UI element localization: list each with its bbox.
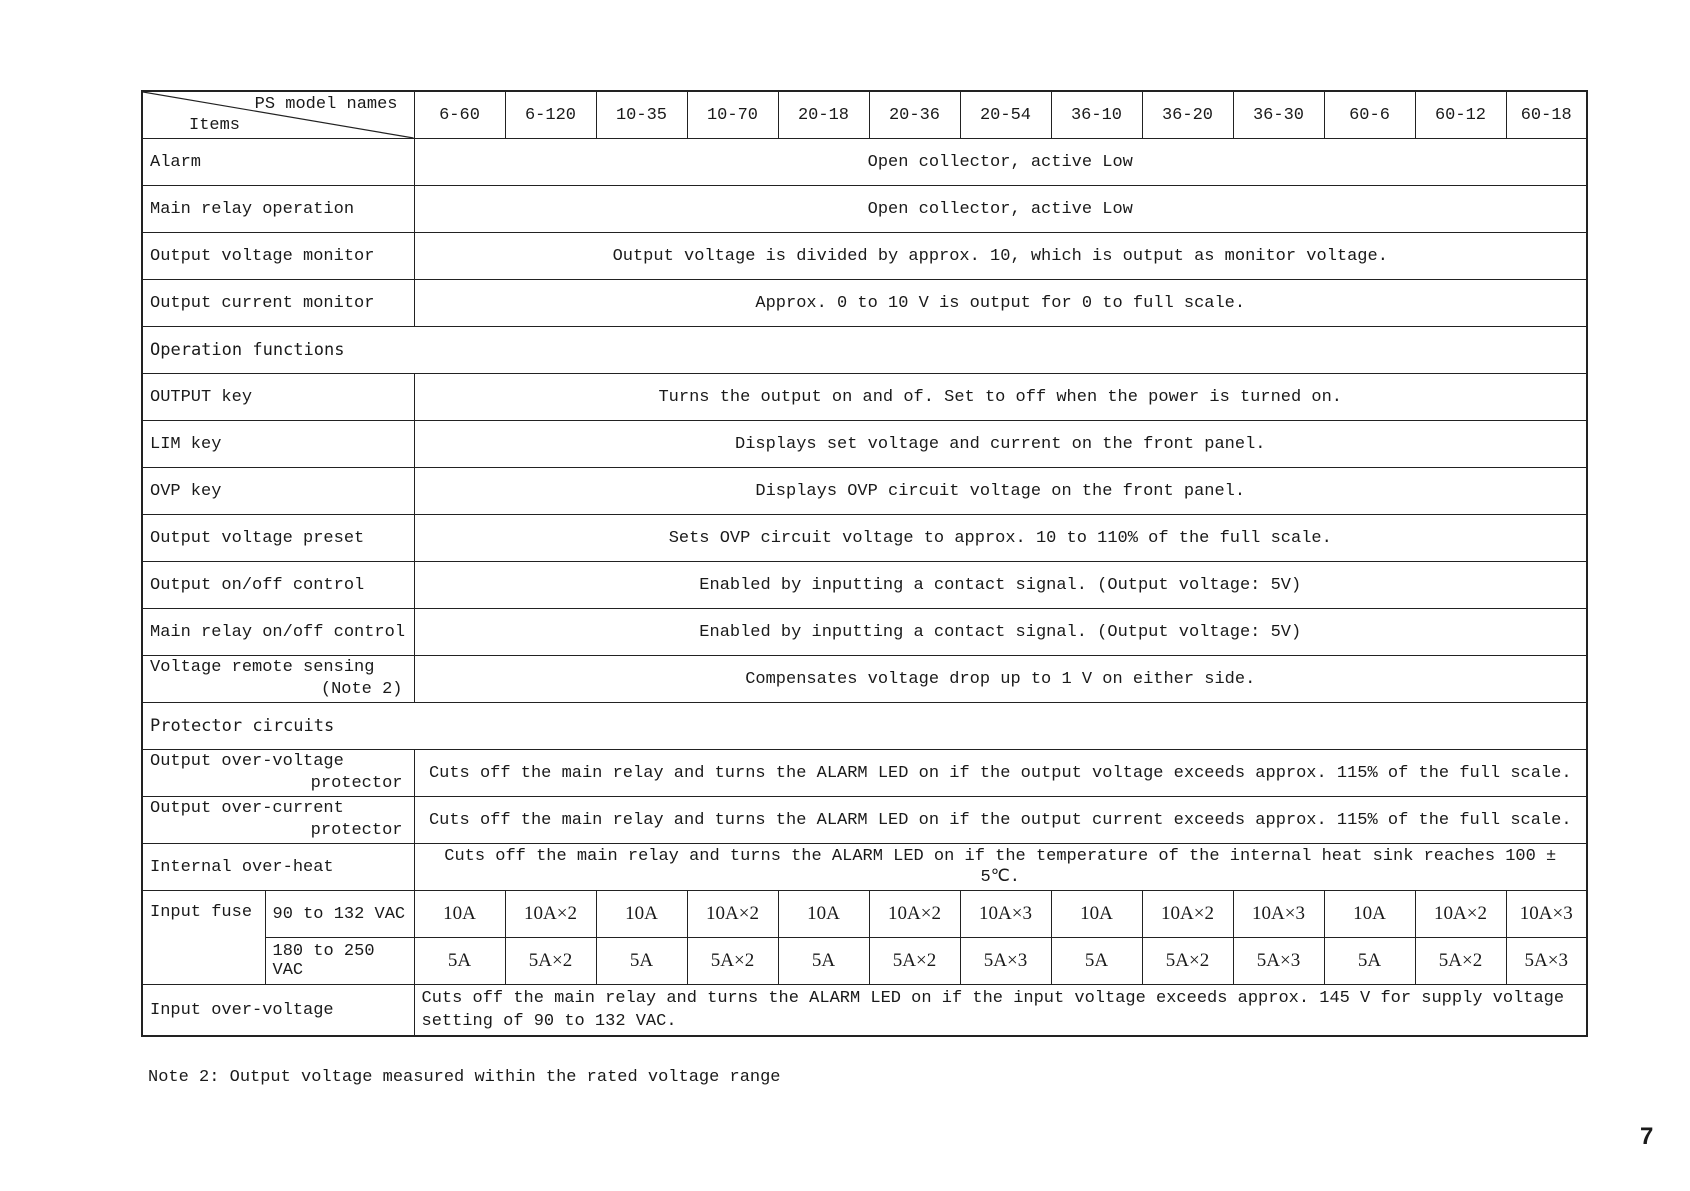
fuse-range: 90 to 132 VAC [265, 891, 414, 938]
fuse-value: 10A×2 [1415, 891, 1506, 938]
model-header: 10-35 [596, 91, 687, 139]
row-label-line2: protector [310, 821, 403, 840]
row-value: Compensates voltage drop up to 1 V on either side. [414, 656, 1587, 703]
row-value: Cuts off the main relay and turns the ALARM LED on if the output current exceeds approx. 115% of the full scale. [414, 797, 1587, 844]
row-label [142, 750, 414, 797]
model-header: 10-70 [687, 91, 778, 139]
row-lim-key [142, 421, 1587, 468]
fuse-value: 5A [414, 938, 505, 985]
row-output-key [142, 374, 1587, 421]
row-value: Enabled by inputting a contact signal. (Output voltage: 5V) [414, 562, 1587, 609]
ps-model-names-label: PS model names [254, 95, 398, 114]
row-label [142, 656, 414, 703]
model-header: 60-6 [1324, 91, 1415, 139]
fuse-value: 10A [1324, 891, 1415, 938]
fuse-value: 5A [596, 938, 687, 985]
row-input-fuse-high [142, 938, 1587, 985]
row-output-onoff-control [142, 562, 1587, 609]
fuse-value: 10A×2 [687, 891, 778, 938]
row-main-relay-onoff-control [142, 609, 1587, 656]
row-output-over-voltage [142, 750, 1587, 797]
items-label: Items [189, 116, 241, 135]
footnote: Note 2: Output voltage measured within the rated voltage range [148, 1068, 781, 1087]
fuse-value: 5A×2 [1415, 938, 1506, 985]
row-label-line1: Voltage remote sensing [150, 658, 375, 677]
fuse-value: 10A×2 [505, 891, 596, 938]
model-header: 36-10 [1051, 91, 1142, 139]
fuse-range: 180 to 250 VAC [265, 938, 414, 985]
row-input-over-voltage [142, 985, 1587, 1037]
fuse-value: 5A×3 [960, 938, 1051, 985]
fuse-value: 10A [1051, 891, 1142, 938]
row-label: Output on/off control [142, 562, 414, 609]
row-value: Cuts off the main relay and turns the ALARM LED on if the output voltage exceeds approx. 115% of the full scale. [414, 750, 1587, 797]
section-protector-circuits [142, 703, 1587, 750]
row-internal-over-heat [142, 844, 1587, 891]
row-value: Cuts off the main relay and turns the ALARM LED on if the input voltage exceeds approx. 145 V for supply voltage setting of 90 to 132 VAC. [414, 985, 1587, 1037]
row-label: Output current monitor [142, 280, 414, 327]
fuse-value: 5A×2 [869, 938, 960, 985]
fuse-value: 10A [778, 891, 869, 938]
row-label: Output voltage monitor [142, 233, 414, 280]
row-label: OUTPUT key [142, 374, 414, 421]
model-header: 6-60 [414, 91, 505, 139]
row-output-current-monitor [142, 280, 1587, 327]
row-value: Displays OVP circuit voltage on the front panel. [414, 468, 1587, 515]
row-label-line1: Output over-current [150, 799, 344, 818]
row-label: Internal over-heat [142, 844, 414, 891]
row-label-line1: Output over-voltage [150, 752, 344, 771]
model-header: 60-12 [1415, 91, 1506, 139]
row-label: Input over-voltage [142, 985, 414, 1037]
row-value: Open collector, active Low [414, 186, 1587, 233]
fuse-value: 5A [1324, 938, 1415, 985]
row-value: Approx. 0 to 10 V is output for 0 to full scale. [414, 280, 1587, 327]
row-value: Open collector, active Low [414, 139, 1587, 186]
row-value: Displays set voltage and current on the front panel. [414, 421, 1587, 468]
row-alarm [142, 139, 1587, 186]
row-ovp-key [142, 468, 1587, 515]
model-header: 20-36 [869, 91, 960, 139]
fuse-value: 10A×3 [1506, 891, 1587, 938]
model-header: 6-120 [505, 91, 596, 139]
model-header: 20-54 [960, 91, 1051, 139]
section-heading: Operation functions [142, 327, 1587, 374]
row-main-relay-operation [142, 186, 1587, 233]
row-label [142, 797, 414, 844]
header-row [142, 91, 1587, 139]
fuse-value: 5A×2 [1142, 938, 1233, 985]
section-operation-functions [142, 327, 1587, 374]
row-input-fuse-low [142, 891, 1587, 938]
fuse-value: 10A×3 [1233, 891, 1324, 938]
model-header: 20-18 [778, 91, 869, 139]
model-header: 36-30 [1233, 91, 1324, 139]
row-value: Sets OVP circuit voltage to approx. 10 to 110% of the full scale. [414, 515, 1587, 562]
page-number: 7 [1640, 1123, 1654, 1150]
fuse-value: 5A×2 [687, 938, 778, 985]
row-label: OVP key [142, 468, 414, 515]
row-label-line2: protector [310, 774, 403, 793]
note-reference: (Note 2) [320, 680, 403, 699]
fuse-value: 10A×2 [1142, 891, 1233, 938]
fuse-value: 10A×3 [960, 891, 1051, 938]
row-value: Cuts off the main relay and turns the ALARM LED on if the temperature of the internal heat sink reaches 100 ± 5℃. [414, 844, 1587, 891]
row-value: Turns the output on and of. Set to off when the power is turned on. [414, 374, 1587, 421]
fuse-value: 5A×2 [505, 938, 596, 985]
section-heading: Protector circuits [142, 703, 1587, 750]
row-voltage-remote-sensing [142, 656, 1587, 703]
fuse-value: 10A×2 [869, 891, 960, 938]
row-label: LIM key [142, 421, 414, 468]
row-label: Alarm [142, 139, 414, 186]
model-header: 60-18 [1506, 91, 1587, 139]
row-label: Input fuse [142, 891, 265, 985]
fuse-value: 10A [596, 891, 687, 938]
row-label: Output voltage preset [142, 515, 414, 562]
row-label: Main relay operation [142, 186, 414, 233]
row-output-voltage-preset [142, 515, 1587, 562]
fuse-value: 5A [1051, 938, 1142, 985]
spec-table [141, 90, 1588, 1037]
row-label: Main relay on/off control [142, 609, 414, 656]
fuse-value: 10A [414, 891, 505, 938]
row-value: Enabled by inputting a contact signal. (Output voltage: 5V) [414, 609, 1587, 656]
header-diagonal-cell [142, 91, 414, 139]
fuse-value: 5A×3 [1506, 938, 1587, 985]
model-header: 36-20 [1142, 91, 1233, 139]
fuse-value: 5A×3 [1233, 938, 1324, 985]
row-value: Output voltage is divided by approx. 10, which is output as monitor voltage. [414, 233, 1587, 280]
row-output-over-current [142, 797, 1587, 844]
row-output-voltage-monitor [142, 233, 1587, 280]
fuse-value: 5A [778, 938, 869, 985]
